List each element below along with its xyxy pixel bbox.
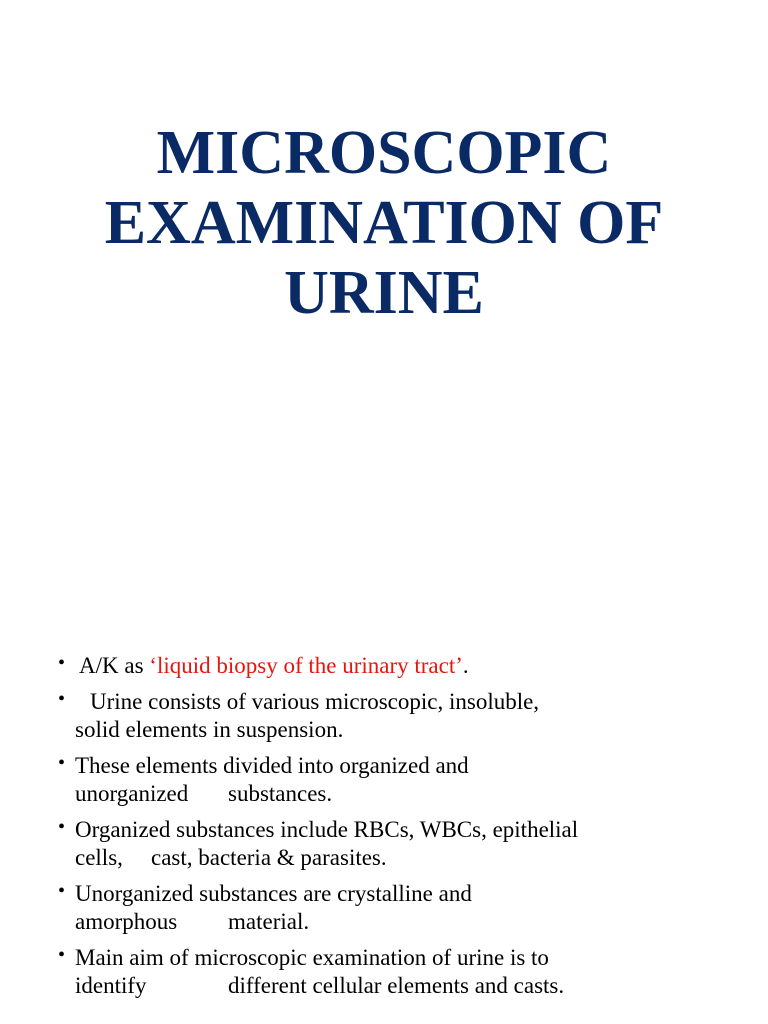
bullet-list xyxy=(58,652,748,1008)
bullet-text-line-1: Unorganized substances are crystalline and xyxy=(75,881,472,906)
title-line-3: URINE xyxy=(284,259,484,327)
bullet-text-line-1: Organized substances include RBCs, WBCs, epithelial xyxy=(75,817,579,842)
bullet-text-line-2a: amorphous xyxy=(75,909,178,934)
bullet-text-line-2b: cast, bacteria & parasites. xyxy=(151,845,387,870)
bullet-text-line-1: These elements divided into organized and xyxy=(75,753,469,778)
bullet-text-line-1: Main aim of microscopic examination of urine is to xyxy=(75,945,549,970)
bullet-text-line-2a: cells, xyxy=(75,845,123,870)
bullet-item xyxy=(58,944,748,1000)
bullet-text-line-2a: unorganized xyxy=(75,781,189,806)
bullet-item xyxy=(58,652,748,680)
bullet-icon: • xyxy=(58,752,66,774)
bullet-icon: • xyxy=(58,944,66,966)
bullet-text-line-2b: material. xyxy=(228,909,310,934)
bullet-item xyxy=(58,688,748,744)
bullet-item xyxy=(58,752,748,808)
bullet-text-line-2: solid elements in suspension. xyxy=(75,717,344,742)
bullet-text-line-2b: substances. xyxy=(228,781,333,806)
bullet-icon: • xyxy=(58,880,66,902)
bullet-text: A/K as xyxy=(79,653,150,678)
bullet-icon: • xyxy=(58,652,66,674)
bullet-text-line-1: Urine consists of various microscopic, insoluble, xyxy=(90,689,540,714)
bullet-item xyxy=(58,816,748,872)
highlight-text: ‘liquid biopsy of the urinary tract’ xyxy=(149,653,463,678)
bullet-icon: • xyxy=(58,688,66,710)
bullet-item xyxy=(58,880,748,936)
title-line-2: EXAMINATION OF xyxy=(104,189,664,257)
bullet-text-line-2b: different cellular elements and casts. xyxy=(228,973,565,998)
bullet-text-line-2a: identify xyxy=(75,973,147,998)
bullet-text: . xyxy=(462,653,469,678)
slide-title xyxy=(40,118,728,328)
title-line-1: MICROSCOPIC xyxy=(156,119,612,187)
bullet-icon: • xyxy=(58,816,66,838)
